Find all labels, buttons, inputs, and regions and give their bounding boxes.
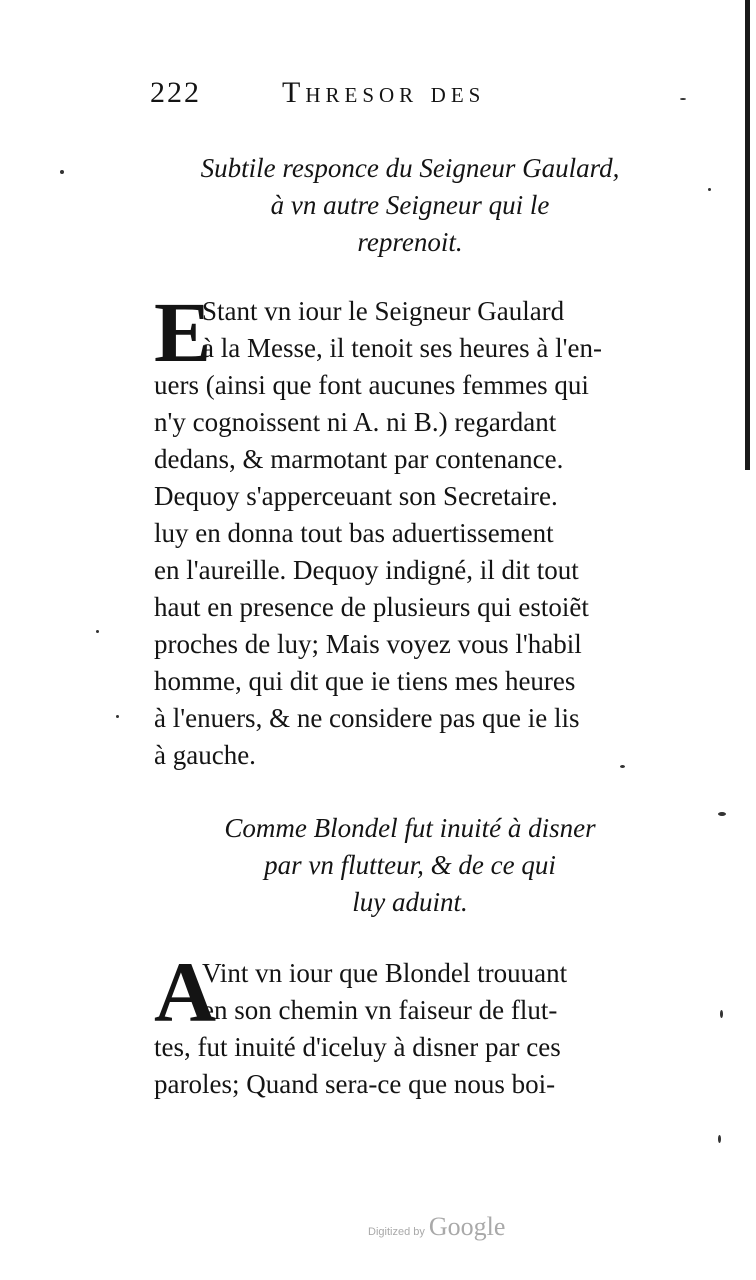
- heading-line: Comme Blondel fut inuité à disner: [224, 813, 596, 843]
- text-line: Dequoy s'apperceuant son Secretaire.: [154, 481, 558, 511]
- paragraph-1: [154, 284, 674, 774]
- text-line: Vint vn iour que Blondel trouuant: [202, 958, 568, 988]
- text-line: à la Messe, il tenoit ses heures à l'en-: [202, 333, 602, 363]
- ink-speck: [708, 188, 711, 191]
- ink-speck: [718, 1135, 721, 1143]
- ink-speck: [718, 812, 726, 816]
- digitized-by-label: Digitized by: [368, 1226, 425, 1238]
- text-line: à l'enuers, & ne considere pas que ie lis: [154, 703, 580, 733]
- ink-speck: [720, 1010, 723, 1018]
- section-heading-2: [150, 810, 670, 921]
- heading-line: à vn autre Seigneur qui le: [270, 190, 550, 220]
- drop-cap: E: [154, 284, 212, 380]
- ink-speck: [116, 715, 119, 718]
- google-wordmark: Google: [428, 1212, 506, 1241]
- text-line: en l'aureille. Dequoy indigné, il dit tout: [154, 555, 579, 585]
- text-line: en son chemin vn faiseur de flut-: [202, 995, 558, 1025]
- ink-speck: [680, 98, 686, 100]
- heading-line: Subtile responce du Seigneur Gaulard,: [200, 153, 620, 183]
- text-line: uers (ainsi que font aucunes femmes qui: [154, 370, 589, 400]
- page-edge-bar: [745, 0, 750, 470]
- heading-line: par vn flutteur, & de ce qui: [264, 850, 556, 880]
- text-line: luy en donna tout bas aduertissement: [154, 518, 554, 548]
- drop-cap: A: [154, 944, 217, 1040]
- heading-line: reprenoit.: [357, 227, 463, 257]
- ink-speck: [60, 170, 64, 174]
- heading-line: luy aduint.: [352, 887, 468, 917]
- digitized-watermark: [368, 1212, 505, 1242]
- section-heading-1: [150, 150, 670, 261]
- text-line: tes, fut inuité d'iceluy à disner par ces: [154, 1032, 561, 1062]
- running-title: Thresor des: [282, 76, 486, 109]
- text-line: paroles; Quand sera-ce que nous boi-: [154, 1069, 556, 1099]
- text-line: proches de luy; Mais voyez vous l'habil: [154, 629, 582, 659]
- page-number: 222: [150, 76, 201, 109]
- text-line: haut en presence de plusieurs qui estoiẽt: [154, 592, 589, 622]
- ink-speck: [96, 630, 99, 633]
- text-line: Stant vn iour le Seigneur Gaulard: [202, 296, 565, 326]
- text-line: homme, qui dit que ie tiens mes heures: [154, 666, 576, 696]
- text-line: à gauche.: [154, 740, 256, 770]
- running-head: [150, 76, 620, 116]
- text-line: n'y cognoissent ni A. ni B.) regardant: [154, 407, 557, 437]
- text-line: dedans, & marmotant par contenance.: [154, 444, 564, 474]
- paragraph-2: [154, 944, 674, 1103]
